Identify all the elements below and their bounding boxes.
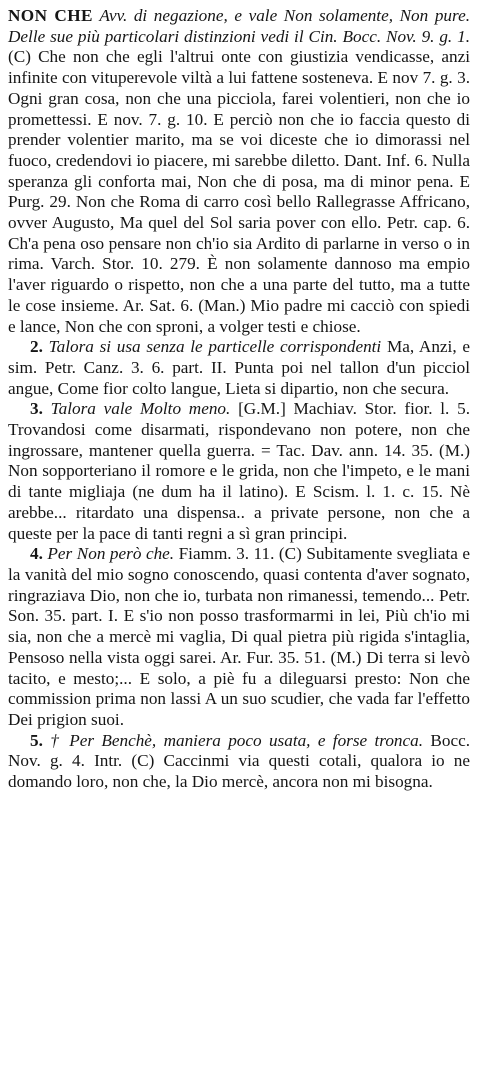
sense-label: Talora si usa senza le particelle corrispondenti (48, 337, 382, 357)
sense-text: [G.M.] Machiav. Stor. fior. l. 5. Trovandosi come disarmati, rispondevano non potere, non che ingrossare, mantener quella guerra. = Tac. Dav. ann. 14. 35. (M.) Non sopporteriano il romore e le grida, non che l'impeto, e le mani di tante migliaja (ne dum ha il latino). E Scism. l. 1. c. 15. Nè arebbe... ritardato una dispensa.. a private persone, non che a queste per la pace di tanti regni a sì gran principi. (8, 399, 470, 543)
entry-paragraph (8, 6, 470, 337)
sense-text: Fiamm. 3. 11. (C) Subitamente svegliata e la vanità del mio sogno conoscendo, quasi contenta d'aver sognato, ringraziava Dio, non che io, turbata non rimanessi, temendo... Petr. Son. 35. part. I. E s'io non posso trasformarmi in lei, Più ch'io mi sia, non che a mercè mi vaglia, Di qual pietra più rigida s'intaglia, Pensoso nella vista oggi sarei. Ar. Fur. 35. 51. (M.) Di terra si levò tacito, e mesto;... E solo, a piè fu a dileguarsi presto: Non che commission prima non lassi A un suo scudier, che vada far l'effetto Dei prigion suoi. (8, 544, 470, 729)
sense-number: 5. (30, 730, 43, 750)
entry-definition: Avv. di negazione, e vale Non solamente, Non pure. Delle sue più particolari distinzioni vedi il Cin. Bocc. Nov. 9. g. 1. (8, 6, 470, 46)
entry-body: (C) Che non che egli l'altrui onte con giustizia vendicasse, anzi infinite con vituperevole viltà a lui fattene sosteneva. E nov 7. g. 3. Ogni gran cosa, non che una picciola, farei volentieri, non che io promettessi. E nov. 7. g. 10. E perciò non che io faccia questo di prender volentier marito, ma se voi diceste che io dimorassi nel fuoco, credendovi io piacere, mi sarebbe diletto. Dant. Inf. 6. Nulla speranza gli conforta mai, Non che di posa, ma di minor pena. E Purg. 29. Non che Roma di carro così bello Rallegrasse Affricano, ovver Augusto, Ma quel del Sol saria pover con ello. Petr. cap. 6. Ch'a pena oso pensare non ch'io sia Ardito di parlarne in verso o in rima. Varch. Stor. 10. 279. È non solamente dannoso ma empio l'aver riguardo o rispetto, non che a una parte del tutto, ma a tutte le cose insieme. Ar. Sat. 6. (Man.) Mio padre mi cacciò con spiedi e lance, Non che con sproni, a volger testi e chiose. (8, 47, 470, 336)
sense-5 (8, 731, 470, 793)
sense-label: Per Non però che. (47, 544, 175, 564)
sense-text: Ma, Anzi, e sim. Petr. Canz. 3. 6. part. II. Punta poi nel tallon d'un picciol angue, Come fior colto langue, Lieta si dipartio, non che secura. (8, 337, 470, 398)
sense-label: † Per Benchè, maniera poco usata, e forse tronca. (50, 730, 424, 750)
headword: NON CHE (8, 6, 93, 25)
sense-2 (8, 337, 470, 399)
sense-label: Talora vale Molto meno. (50, 399, 231, 419)
sense-3 (8, 399, 470, 544)
sense-number: 2. (30, 337, 43, 357)
sense-4 (8, 544, 470, 730)
sense-number: 3. (30, 399, 43, 419)
sense-text: Bocc. Nov. g. 4. Intr. (C) Caccinmi via questi cotali, qualora io ne domando loro, non che, la Dio mercè, ancora non mi bisogna. (8, 730, 470, 792)
sense-number: 4. (30, 544, 43, 564)
